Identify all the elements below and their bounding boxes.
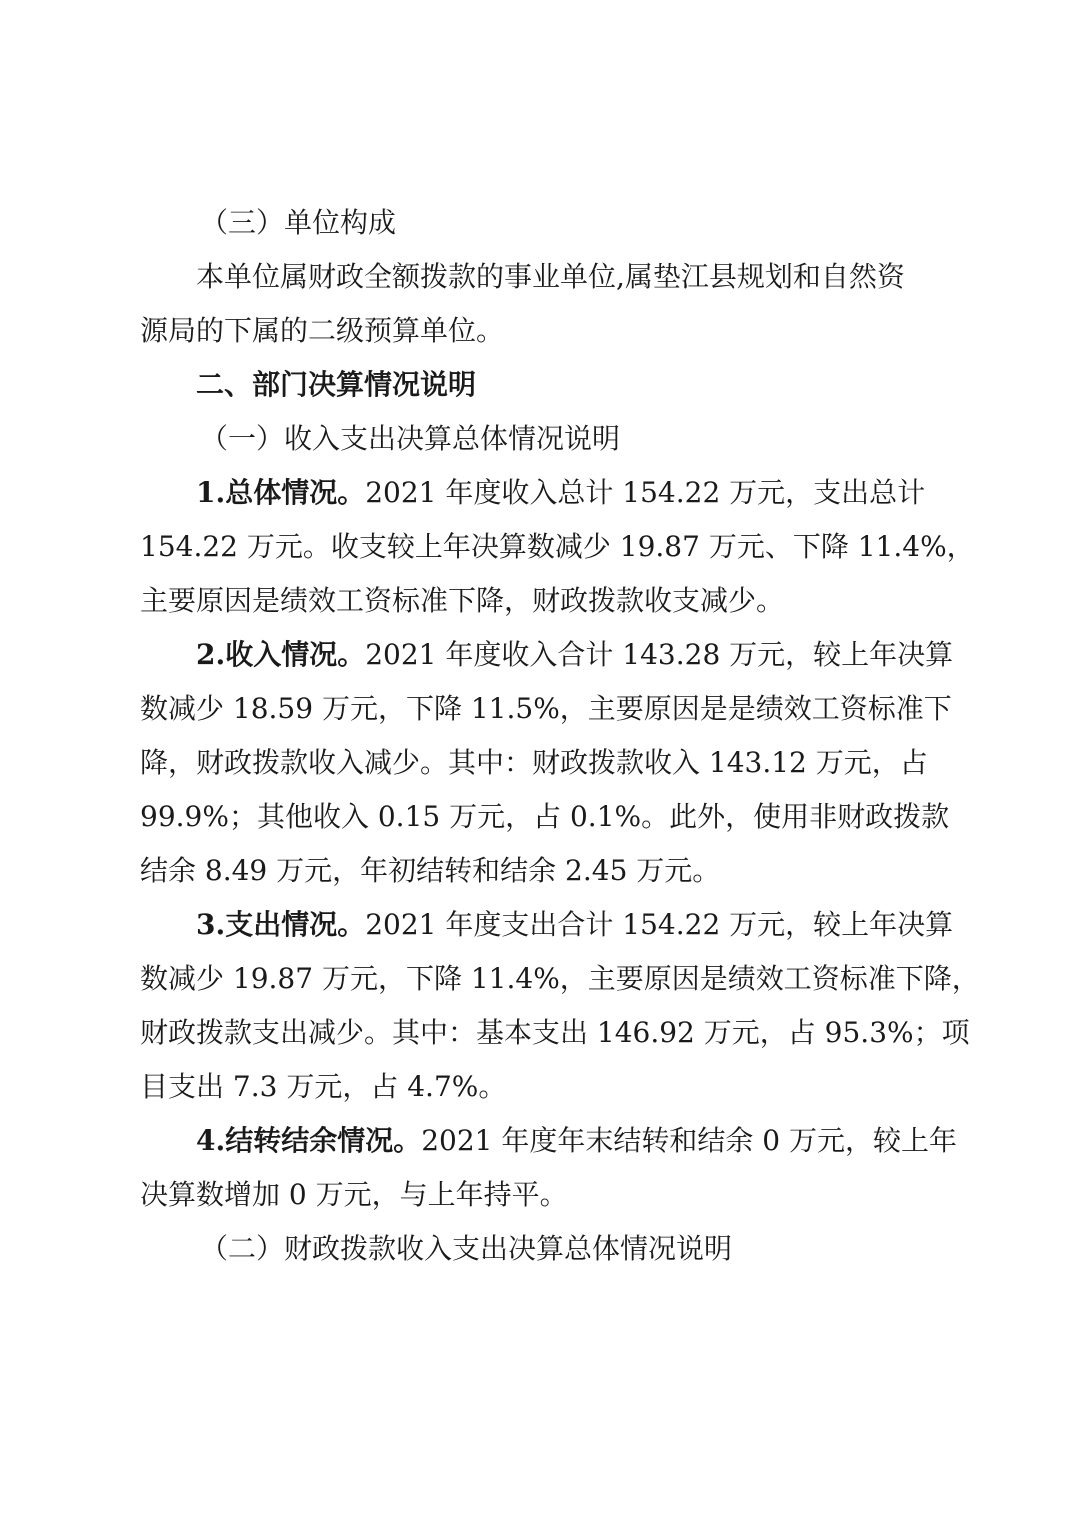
paragraph-3-line-4: 目支出 7.3 万元，占 4.7%。 <box>140 1070 507 1103</box>
paragraph-1-line-1 <box>140 466 940 520</box>
paragraph-4-label: 4.结转结余情况。 <box>196 1124 422 1157</box>
unit-text-line-2: 源局的下属的二级预算单位。 <box>140 314 505 347</box>
unit-heading: （三）单位构成 <box>200 206 397 239</box>
paragraph-1-line-1-text: 2021 年度收入总计 154.22 万元，支出总计 <box>365 476 926 509</box>
unit-text-line-1: 本单位属财政全额拨款的事业单位,属垫江县规划和自然资 <box>196 260 905 293</box>
part2-heading: 二、部门决算情况说明 <box>196 368 477 401</box>
paragraph-2-line-3: 降，财政拨款收入减少。其中：财政拨款收入 143.12 万元，占 <box>140 746 928 779</box>
paragraph-2-line-1 <box>140 628 954 682</box>
paragraph-3-label: 3.支出情况。 <box>196 908 366 941</box>
paragraph-4-line-2: 决算数增加 0 万元，与上年持平。 <box>140 1178 568 1211</box>
paragraph-3-line-2: 数减少 19.87 万元，下降 11.4%，主要原因是绩效工资标准下降， <box>140 962 980 995</box>
paragraph-3-line-3: 财政拨款支出减少。其中：基本支出 146.92 万元，占 95.3%；项 <box>140 1016 970 1049</box>
sub2-heading: （二）财政拨款收入支出决算总体情况说明 <box>200 1232 733 1265</box>
document-page <box>140 196 980 1276</box>
paragraph-4-line-1 <box>140 1114 958 1168</box>
paragraph-3-line-1-text: 2021 年度支出合计 154.22 万元，较上年决算 <box>365 908 954 941</box>
paragraph-2-line-2: 数减少 18.59 万元，下降 11.5%，主要原因是是绩效工资标准下 <box>140 692 952 725</box>
paragraph-1-label: 1.总体情况。 <box>196 476 366 509</box>
paragraph-1-line-2: 154.22 万元。收支较上年决算数减少 19.87 万元、下降 11.4%， <box>140 530 975 563</box>
paragraph-1-line-3: 主要原因是绩效工资标准下降，财政拨款收支减少。 <box>140 584 785 617</box>
paragraph-2-line-1-text: 2021 年度收入合计 143.28 万元，较上年决算 <box>365 638 954 671</box>
paragraph-2-label: 2.收入情况。 <box>196 638 366 671</box>
paragraph-4-line-1-text: 2021 年度年末结转和结余 0 万元，较上年 <box>421 1124 958 1157</box>
paragraph-3-line-1 <box>140 898 954 952</box>
paragraph-2-line-4: 99.9%；其他收入 0.15 万元，占 0.1%。此外，使用非财政拨款 <box>140 800 950 833</box>
sub1-heading: （一）收入支出决算总体情况说明 <box>200 422 621 455</box>
paragraph-2-line-5: 结余 8.49 万元，年初结转和结余 2.45 万元。 <box>140 854 721 887</box>
